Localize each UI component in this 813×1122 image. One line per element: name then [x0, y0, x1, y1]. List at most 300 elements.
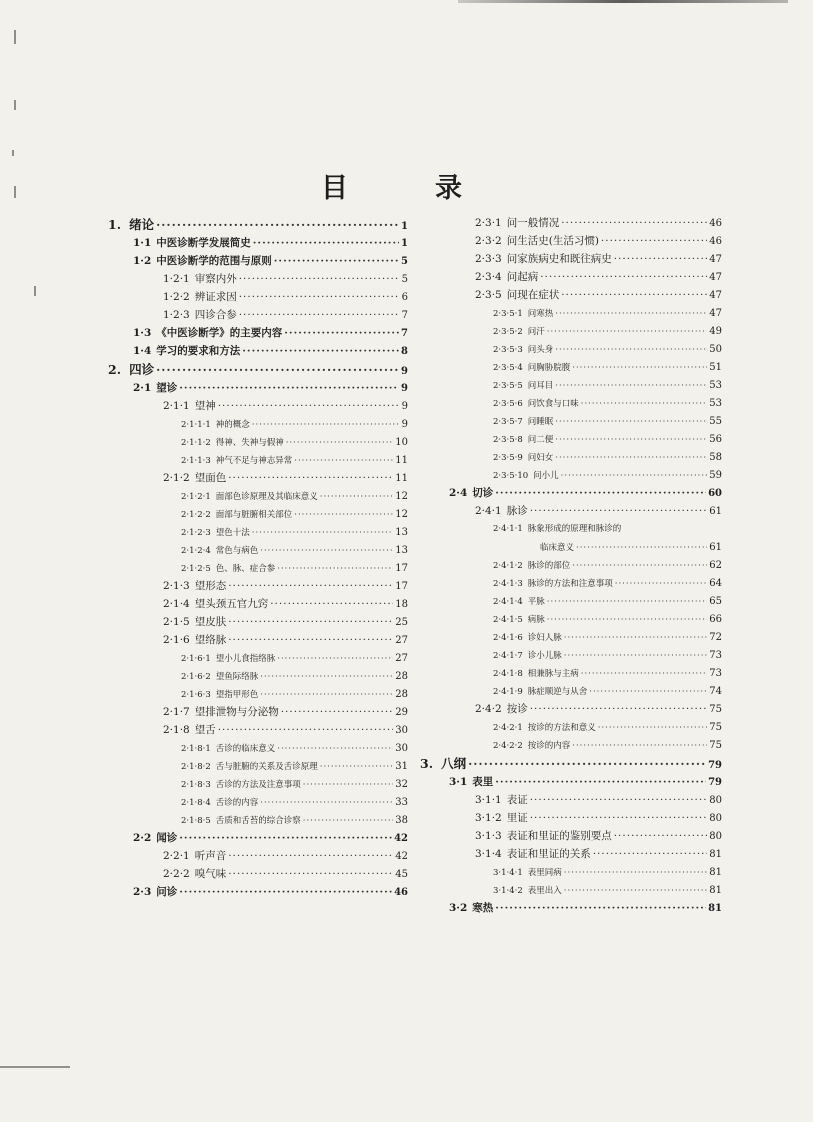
dot-leader [468, 757, 706, 771]
toc-entry-number: 2·3·5·10 [493, 471, 529, 481]
toc-entry-number: 2·4·1 [475, 505, 502, 517]
toc-entry-label [493, 884, 562, 898]
toc-entry-title: 舌与脏腑的关系及舌诊原理 [215, 762, 318, 772]
toc-page-number: 72 [709, 632, 722, 643]
toc-entry-number: 2·1·2·1 [181, 492, 211, 502]
toc-entry-title: 相兼脉与主病 [527, 669, 579, 679]
toc-entry-title: 寒热 [472, 902, 494, 914]
toc-entry [108, 705, 408, 720]
toc-entry-number: 2·1·2·5 [181, 564, 211, 574]
dot-leader [555, 451, 707, 465]
toc-page-number: 33 [395, 797, 408, 808]
toc-page-number: 60 [708, 488, 722, 499]
toc-entry [108, 326, 408, 341]
toc-entry [108, 759, 408, 774]
toc-entry-title: 神气不足与神志异常 [215, 456, 293, 466]
toc-entry-label [449, 486, 493, 501]
toc-page-number: 28 [395, 671, 408, 682]
toc-entry [420, 324, 722, 339]
dot-leader [564, 866, 708, 880]
toc-entry-title: 脉象形成的原理和脉诊的 [527, 524, 622, 534]
toc-entry-number: 2·1·2·3 [181, 528, 211, 538]
toc-entry [420, 522, 722, 537]
toc-entry [420, 486, 722, 501]
toc-entry-number: 2·1·2·2 [181, 510, 211, 520]
toc-entry-label [493, 685, 587, 699]
toc-page-number: 9 [401, 383, 408, 394]
dot-leader [252, 418, 400, 432]
toc-entry [420, 594, 722, 609]
toc-entry-number: 2. [108, 362, 122, 377]
dot-leader [530, 793, 708, 808]
toc-page-number: 42 [395, 851, 408, 862]
toc-page-number: 75 [709, 704, 722, 715]
toc-entry-label [163, 633, 226, 648]
toc-entry [108, 867, 408, 882]
toc-entry [420, 216, 722, 231]
toc-entry-label [493, 559, 570, 573]
toc-entry-title: 常色与病色 [215, 546, 259, 556]
dot-leader [572, 739, 707, 753]
dot-leader [530, 702, 708, 717]
toc-entry-number: 3·1·3 [475, 830, 502, 842]
toc-page-number: 53 [709, 398, 722, 409]
dot-leader [555, 433, 707, 447]
dot-leader [179, 381, 399, 396]
toc-entry [108, 236, 408, 251]
toc-entry-number: 2·1·3 [163, 580, 190, 592]
toc-page-number: 46 [709, 218, 722, 229]
toc-entry-title: 得神、失神与假神 [215, 438, 284, 448]
dot-leader [495, 486, 706, 501]
toc-entry-label [475, 288, 559, 303]
toc-entry [108, 471, 408, 486]
toc-page-number: 7 [401, 310, 408, 321]
toc-entry-number: 2·1·8·4 [181, 798, 211, 808]
toc-page-number: 46 [709, 236, 722, 247]
toc-entry-title: 问睡眠 [527, 417, 554, 427]
toc-entry-label [475, 829, 612, 844]
toc-entry-label [493, 415, 553, 429]
dot-leader [252, 526, 394, 540]
dot-leader [614, 252, 708, 267]
toc-page-number: 38 [395, 815, 408, 826]
toc-entry-title: 绪论 [129, 217, 155, 232]
toc-entry-number: 2·2·1 [163, 850, 190, 862]
dot-leader [576, 541, 707, 555]
toc-page-number: 11 [395, 473, 408, 484]
toc-entry-number: 1·4 [133, 345, 152, 357]
toc-entry-label [493, 631, 562, 645]
toc-entry-number: 2·2·2 [163, 868, 190, 880]
toc-entry-label [493, 577, 613, 591]
toc-left-column [108, 214, 408, 903]
toc-entry-number: 1. [108, 217, 122, 232]
toc-entry [420, 396, 722, 411]
toc-entry-number: 2·4·1·1 [493, 524, 523, 534]
toc-entry-number: 2·1·6·3 [181, 690, 211, 700]
toc-entry [108, 525, 408, 540]
toc-entry-title: 表里出入 [527, 886, 562, 896]
toc-entry-title: 望鱼际络脉 [215, 672, 259, 682]
toc-entry-title: 里证 [506, 812, 528, 824]
dot-leader [564, 884, 708, 898]
toc-entry [420, 612, 722, 627]
toc-entry [420, 702, 722, 717]
toc-entry-label [133, 326, 282, 341]
toc-entry [420, 648, 722, 663]
dot-leader [614, 829, 708, 844]
toc-entry-number: 2·1·5 [163, 616, 190, 628]
dot-leader [540, 270, 707, 285]
toc-entry [420, 306, 722, 321]
toc-entry-title: 四诊合参 [194, 309, 237, 321]
toc-page-number: 73 [709, 650, 722, 661]
toc-entry [420, 901, 722, 916]
toc-entry-title: 表证和里证的鉴别要点 [506, 830, 612, 842]
toc-entry [108, 633, 408, 648]
toc-page-number: 47 [709, 308, 722, 319]
toc-entry-label [475, 216, 559, 231]
toc-page-number: 75 [709, 740, 722, 751]
toc-entry-title: 望皮肤 [194, 616, 227, 628]
dot-leader [260, 796, 393, 810]
toc-entry-label [163, 597, 268, 612]
toc-entry-label [181, 742, 275, 756]
dot-leader [260, 670, 393, 684]
toc-page-number: 61 [709, 542, 722, 553]
toc-entry-title: 望诊 [156, 382, 178, 394]
toc-entry [108, 489, 408, 504]
toc-entry-title: 问生活史(生活习惯) [506, 235, 599, 247]
toc-entry-label [493, 667, 579, 681]
toc-entry-label [475, 252, 612, 267]
toc-entry-title: 问现在症状 [506, 289, 560, 301]
toc-page-number: 66 [709, 614, 722, 625]
toc-entry [420, 378, 722, 393]
toc-entry [420, 811, 722, 826]
dot-leader [555, 379, 707, 393]
toc-entry-label [163, 471, 226, 486]
toc-entry [420, 270, 722, 285]
toc-page-number: 50 [709, 344, 722, 355]
toc-page-number: 17 [395, 563, 408, 574]
toc-page-number: 28 [395, 689, 408, 700]
toc-page-number: 59 [709, 470, 722, 481]
toc-entry-title: 问耳目 [527, 381, 554, 391]
dot-leader [218, 723, 394, 738]
toc-entry-title: 临床意义 [540, 543, 575, 553]
toc-entry [420, 666, 722, 681]
toc-right-column [420, 214, 722, 919]
toc-entry-number: 2·3 [133, 886, 152, 898]
toc-page-number: 45 [395, 869, 408, 880]
toc-entry-title: 表证 [506, 794, 528, 806]
toc-entry-title: 四诊 [129, 362, 155, 377]
toc-entry-label [493, 595, 545, 609]
toc-page-number: 80 [709, 831, 722, 842]
toc-entry-number: 2·3·3 [475, 253, 502, 265]
toc-entry-label [449, 901, 493, 916]
dot-leader [581, 667, 708, 681]
toc-entry-number: 2·1·8 [163, 724, 190, 736]
dot-leader [581, 397, 708, 411]
toc-entry-number: 3·1 [449, 776, 468, 788]
dot-leader [239, 272, 400, 287]
toc-entry-number: 2·4·2·2 [493, 741, 523, 751]
toc-entry-label [493, 451, 553, 465]
toc-page-number: 5 [401, 256, 408, 267]
toc-entry-title: 问家族病史和既往病史 [506, 253, 612, 265]
dot-leader [320, 490, 394, 504]
toc-entry-number: 1·3 [133, 327, 152, 339]
toc-entry-number: 2·4 [449, 487, 468, 499]
toc-entry-label [181, 562, 275, 576]
dot-leader [303, 814, 394, 828]
toc-entry-number: 2·1 [133, 382, 152, 394]
toc-entry-number: 3·2 [449, 902, 468, 914]
toc-page-number: 1 [401, 238, 408, 249]
toc-entry-title: 望面色 [194, 472, 227, 484]
toc-entry-title: 按诊 [506, 703, 528, 715]
toc-entry-number: 3·1·4·2 [493, 886, 523, 896]
toc-entry [420, 793, 722, 808]
toc-entry-label [493, 522, 621, 537]
toc-entry-label [493, 343, 553, 357]
toc-entry [108, 741, 408, 756]
toc-entry [108, 777, 408, 792]
dot-leader [277, 562, 393, 576]
toc-entry [108, 723, 408, 738]
toc-entry-title: 望舌 [194, 724, 216, 736]
toc-entry-number: 2·4·1·6 [493, 633, 523, 643]
toc-entry [420, 576, 722, 591]
page-title: 目 录 [321, 173, 492, 204]
toc-entry [108, 290, 408, 305]
dot-leader [601, 234, 707, 249]
toc-entry [108, 272, 408, 287]
toc-entry [108, 399, 408, 414]
toc-entry [108, 885, 408, 900]
dot-leader [320, 760, 394, 774]
toc-entry [108, 687, 408, 702]
toc-entry-label [181, 436, 284, 450]
toc-entry-number: 2·1·4 [163, 598, 190, 610]
toc-page-number: 6 [401, 292, 408, 303]
toc-entry [108, 849, 408, 864]
toc-entry-title: 听声音 [194, 850, 227, 862]
toc-page-number: 55 [709, 416, 722, 427]
toc-page-number: 74 [709, 686, 722, 697]
toc-page-number: 13 [395, 545, 408, 556]
toc-entry [108, 831, 408, 846]
toc-entry-label [493, 325, 545, 339]
toc-page-number: 61 [709, 506, 722, 517]
toc-entry [420, 684, 722, 699]
toc-page-number: 81 [709, 867, 722, 878]
toc-entry-number: 2·4·1·7 [493, 651, 523, 661]
toc-entry-label [181, 814, 301, 828]
toc-entry-title: 问头身 [527, 345, 554, 355]
dot-leader [530, 504, 708, 519]
toc-entry-label [163, 615, 226, 630]
toc-entry-title: 审察内外 [194, 273, 237, 285]
scan-edge-top [458, 0, 788, 3]
toc-entry-title: 脉诊 [506, 505, 528, 517]
toc-entry-label [163, 723, 216, 738]
toc-page-number: 73 [709, 668, 722, 679]
toc-page-number: 65 [709, 596, 722, 607]
toc-entry-number: 2·3·5·1 [493, 309, 523, 319]
toc-page-number: 47 [709, 290, 722, 301]
toc-entry-label [133, 344, 240, 359]
toc-page-number: 53 [709, 380, 722, 391]
margin-mark [14, 30, 16, 44]
dot-leader [561, 288, 707, 303]
toc-entry-number: 2·4·1·5 [493, 615, 523, 625]
toc-page-number: 1 [401, 221, 408, 232]
toc-entry [108, 669, 408, 684]
toc-page-number: 9 [401, 419, 408, 430]
toc-entry [420, 468, 722, 483]
toc-entry-label [163, 308, 237, 323]
toc-entry-number: 1·2·3 [163, 309, 190, 321]
toc-entry-label [540, 541, 574, 555]
dot-leader [242, 344, 399, 359]
toc-entry [420, 504, 722, 519]
dot-leader [572, 361, 707, 375]
toc-entry-label [493, 739, 570, 753]
toc-entry-label [493, 433, 553, 447]
toc-entry-label [181, 508, 292, 522]
toc-entry [420, 847, 722, 862]
dot-leader [156, 363, 399, 377]
toc-entry-number: 2·3·1 [475, 217, 502, 229]
toc-entry-title: 脉诊的部位 [527, 561, 571, 571]
toc-entry-title: 问饮食与口味 [527, 399, 579, 409]
toc-entry-number: 2·4·2 [475, 703, 502, 715]
toc-page-number: 49 [709, 326, 722, 337]
toc-page-number: 9 [401, 366, 408, 377]
dot-leader [260, 544, 393, 558]
toc-entry-title: 中医诊断学发展简史 [156, 237, 251, 249]
toc-entry-title: 八纲 [441, 756, 467, 771]
toc-entry [108, 615, 408, 630]
toc-entry-number: 3. [420, 756, 434, 771]
toc-entry-number: 2·1·1·3 [181, 456, 211, 466]
toc-entry-number: 2·1·8·5 [181, 816, 211, 826]
dot-leader [156, 218, 399, 232]
margin-mark [12, 150, 14, 156]
toc-entry-number: 3·1·4 [475, 848, 502, 860]
toc-entry [420, 234, 722, 249]
toc-entry-label [133, 236, 251, 251]
dot-leader [572, 559, 707, 573]
toc-page-number: 12 [395, 491, 408, 502]
toc-page-number: 56 [709, 434, 722, 445]
toc-entry-title: 平脉 [527, 597, 545, 607]
toc-page-number: 81 [708, 903, 722, 914]
toc-entry-title: 色、脉、症合参 [215, 564, 276, 574]
toc-entry [420, 865, 722, 880]
toc-entry [108, 381, 408, 396]
toc-entry-number: 2·3·5·4 [493, 363, 523, 373]
dot-leader [495, 775, 706, 790]
toc-entry [420, 360, 722, 375]
toc-entry [108, 813, 408, 828]
toc-entry-number: 2·1·6·2 [181, 672, 211, 682]
toc-entry-title: 诊小儿脉 [527, 651, 562, 661]
toc-entry-title: 脉症顺逆与从舍 [527, 687, 588, 697]
toc-entry-number: 2·1·7 [163, 706, 190, 718]
toc-page-number: 5 [401, 274, 408, 285]
toc-entry-title: 望指甲形色 [215, 690, 259, 700]
dot-leader [547, 595, 708, 609]
dot-leader [547, 613, 708, 627]
dot-leader [228, 867, 393, 882]
toc-entry-number: 2·4·1·2 [493, 561, 523, 571]
toc-entry-title: 脉诊的方法和注意事项 [527, 579, 613, 589]
toc-entry-number: 2·3·2 [475, 235, 502, 247]
toc-page-number: 80 [709, 795, 722, 806]
toc-entry [108, 417, 408, 432]
dot-leader [239, 308, 400, 323]
toc-entry-title: 望色十法 [215, 528, 250, 538]
toc-entry [420, 414, 722, 429]
toc-entry-label [181, 652, 275, 666]
toc-page-number: 81 [709, 885, 722, 896]
toc-entry-title: 辨证求因 [194, 291, 237, 303]
toc-entry [420, 450, 722, 465]
toc-entry-title: 表里 [472, 776, 494, 788]
toc-entry-number: 1·2·1 [163, 273, 190, 285]
toc-page-number: 62 [709, 560, 722, 571]
toc-entry-title: 按诊的方法和意义 [527, 723, 596, 733]
dot-leader [228, 471, 393, 486]
toc-entry [420, 720, 722, 735]
toc-entry [108, 217, 408, 232]
toc-entry-title: 望排泄物与分泌物 [194, 706, 279, 718]
toc-entry-number: 1·2·2 [163, 291, 190, 303]
toc-entry-title: 问二便 [527, 435, 554, 445]
toc-entry-title: 问起病 [506, 271, 539, 283]
toc-entry-title: 问胸胁脘腹 [527, 363, 571, 373]
dot-leader [239, 290, 400, 305]
toc-page-number: 80 [709, 813, 722, 824]
dot-leader [564, 631, 708, 645]
toc-page-number: 10 [395, 437, 408, 448]
toc-entry [420, 288, 722, 303]
toc-entry-number: 2·3·5 [475, 289, 502, 301]
toc-entry-label [475, 504, 528, 519]
toc-entry-title: 闻诊 [156, 832, 178, 844]
dot-leader [218, 399, 400, 414]
toc-entry-label [133, 254, 272, 269]
toc-entry-number: 2·1·1·2 [181, 438, 211, 448]
toc-page-number: 81 [709, 849, 722, 860]
toc-entry [420, 540, 722, 555]
toc-entry-number: 2·2 [133, 832, 152, 844]
toc-entry-label [163, 705, 279, 720]
toc-entry-label [163, 290, 237, 305]
toc-entry-title: 问小儿 [533, 471, 559, 481]
dot-leader [274, 254, 399, 269]
toc-entry-number: 1·1 [133, 237, 152, 249]
toc-entry-title: 问妇女 [527, 453, 554, 463]
toc-entry-title: 问诊 [156, 886, 178, 898]
toc-entry-number: 2·3·4 [475, 271, 502, 283]
toc-page-number: 47 [709, 272, 722, 283]
